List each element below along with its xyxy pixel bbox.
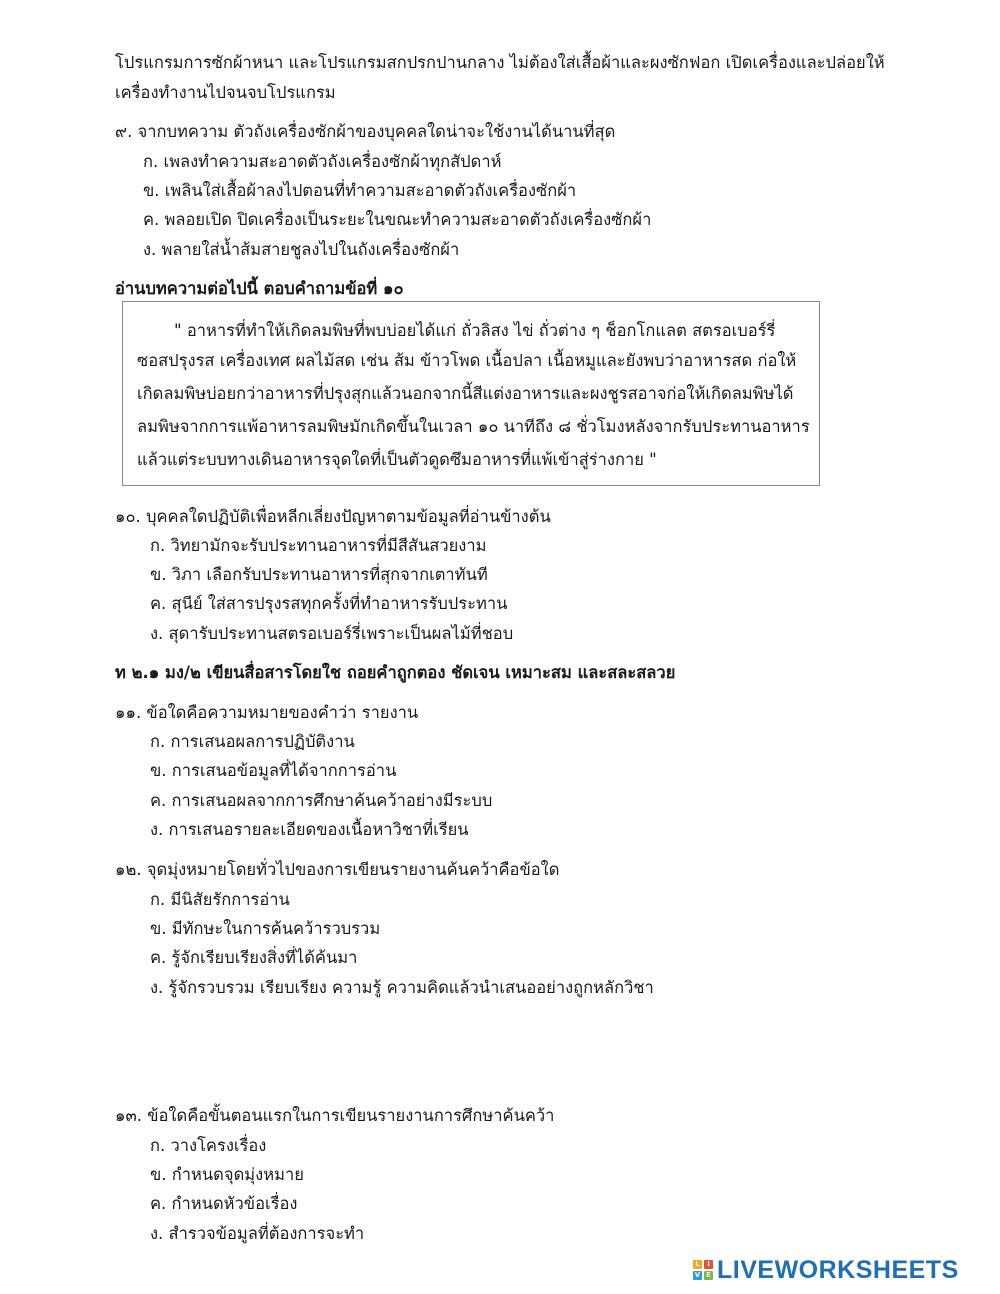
passage-line-2: ซอสปรุงรส เครื่องเทศ ผลไม้สด เช่น ส้ม ข้าวโพด เนื้อปลา เนื้อหมูและยังพบว่าอาหารสด ก่อให้: [137, 351, 797, 370]
q12-choice-c: ค. รู้จักเรียบเรียงสิ่งที่ได้ค้นมา: [150, 948, 358, 967]
q12-choice-b: ข. มีทักษะในการค้นคว้ารวบรวม: [150, 919, 381, 938]
q11-choice-c: ค. การเสนอผลจากการศึกษาค้นคว้าอย่างมีระบบ: [150, 791, 493, 810]
q12-stem: ๑๒. จุดมุ่งหมายโดยทั่วไปของการเขียนรายงานค้นคว้าคือข้อใด: [115, 860, 560, 879]
logo-text: LIVEWORKSHEETS: [717, 1255, 959, 1284]
intro-line-1: โปรแกรมการซักผ้าหนา และโปรแกรมสกปรกปานกลาง ไม่ต้องใส่เสื้อผ้าและผงซักฟอก เปิดเครื่องและปล่อยให้: [115, 53, 885, 72]
passage-line-4: ลมพิษจากการแพ้อาหารลมพิษมักเกิดขึ้นในเวลา ๑๐ นาทีถึง ๘ ชั่วโมงหลังจากรับประทานอาหาร: [137, 417, 810, 436]
liveworksheets-logo[interactable]: [693, 1256, 959, 1284]
passage-line-1: " อาหารที่ทำให้เกิดลมพิษที่พบบ่อยได้แก่ ถั่วลิสง ไข่ ถั่วต่าง ๆ ช็อกโกแลต สตรอเบอร์รี่: [174, 321, 776, 340]
q11-choice-b: ข. การเสนอข้อมูลที่ได้จากการอ่าน: [150, 761, 397, 780]
q9-choice-b: ข. เพลินใส่เสื้อผ้าลงไปตอนที่ทำความสะอาดตัวถังเครื่องซักผ้า: [143, 181, 577, 200]
q11-choice-a: ก. การเสนอผลการปฏิบัติงาน: [150, 732, 355, 751]
q13-choice-b: ข. กำหนดจุดมุ่งหมาย: [150, 1165, 304, 1184]
logo-tile: I: [704, 1260, 713, 1269]
logo-tile: V: [694, 1271, 701, 1279]
q13-choice-d: ง. สำรวจข้อมูลที่ต้องการจะทำ: [150, 1224, 365, 1243]
q13-choice-a: ก. วางโครงเรื่อง: [150, 1136, 267, 1155]
reading-instruction: อ่านบทความต่อไปนี้ ตอบคำถามข้อที่ ๑๐: [115, 279, 404, 298]
q12-choice-a: ก. มีนิสัยรักการอ่าน: [150, 890, 290, 909]
q9-choice-c: ค. พลอยเปิด ปิดเครื่องเป็นระยะในขณะทำความสะอาดตัวถังเครื่องซักผ้า: [143, 210, 652, 229]
q11-stem: ๑๑. ข้อใดคือความหมายของคำว่า รายงาน: [115, 703, 419, 722]
q13-choice-c: ค. กำหนดหัวข้อเรื่อง: [150, 1194, 298, 1213]
q11-choice-d: ง. การเสนอรายละเอียดของเนื้อหาวิชาที่เรียน: [150, 820, 469, 839]
passage-line-3: เกิดลมพิษบ่อยกว่าอาหารที่ปรุงสุกแล้วนอกจากนี้สีแต่งอาหารและผงชูรสอาจก่อให้เกิดลมพิษได้: [137, 384, 794, 403]
logo-tile: E: [704, 1271, 713, 1280]
q9-choice-a: ก. เพลงทำความสะอาดตัวถังเครื่องซักผ้าทุกสัปดาห์: [143, 152, 502, 171]
logo-grid-icon: [693, 1260, 713, 1280]
logo-tile: L: [693, 1260, 702, 1269]
q10-choice-a: ก. วิทยามักจะรับประทานอาหารที่มีสีสันสวยงาม: [150, 536, 487, 555]
q10-choice-d: ง. สุดารับประทานสตรอเบอร์รี่เพราะเป็นผลไม้ที่ชอบ: [150, 624, 514, 643]
q10-choice-b: ข. วิภา เลือกรับประทานอาหารที่สุกจากเตาทันที: [150, 565, 488, 584]
q10-choice-c: ค. สุนีย์ ใส่สารปรุงรสทุกครั้งที่ทำอาหารรับประทาน: [150, 594, 508, 613]
passage-line-5: แล้วแต่ระบบทางเดินอาหารจุดใดที่เป็นตัวดูดซึมอาหารที่แพ้เข้าสู่ร่างกาย ": [137, 450, 657, 469]
q13-stem: ๑๓. ข้อใดคือขั้นตอนแรกในการเขียนรายงานการศึกษาค้นคว้า: [115, 1106, 555, 1125]
q10-stem: ๑๐. บุคคลใดปฏิบัติเพื่อหลีกเลี่ยงปัญหาตามข้อมูลที่อ่านข้างต้น: [115, 507, 551, 526]
q9-stem: ๙. จากบทความ ตัวถังเครื่องซักผ้าของบุคคลใดน่าจะใช้งานได้นานที่สุด: [115, 122, 616, 141]
intro-line-2: เครื่องทำงานไปจนจบโปรแกรม: [115, 83, 336, 102]
q12-choice-d: ง. รู้จักรวบรวม เรียบเรียง ความรู้ ความคิดแล้วนำเสนออย่างถูกหลักวิชา: [150, 978, 654, 997]
standard-heading: ท ๒.๑ มง/๒ เขียนสื่อสารโดยใช ถอยคำถูกตอง ชัดเจน เหมาะสม และสละสลวย: [115, 663, 676, 682]
q9-choice-d: ง. พลายใส่น้ำส้มสายชูลงไปในถังเครื่องซักผ้า: [143, 240, 460, 259]
